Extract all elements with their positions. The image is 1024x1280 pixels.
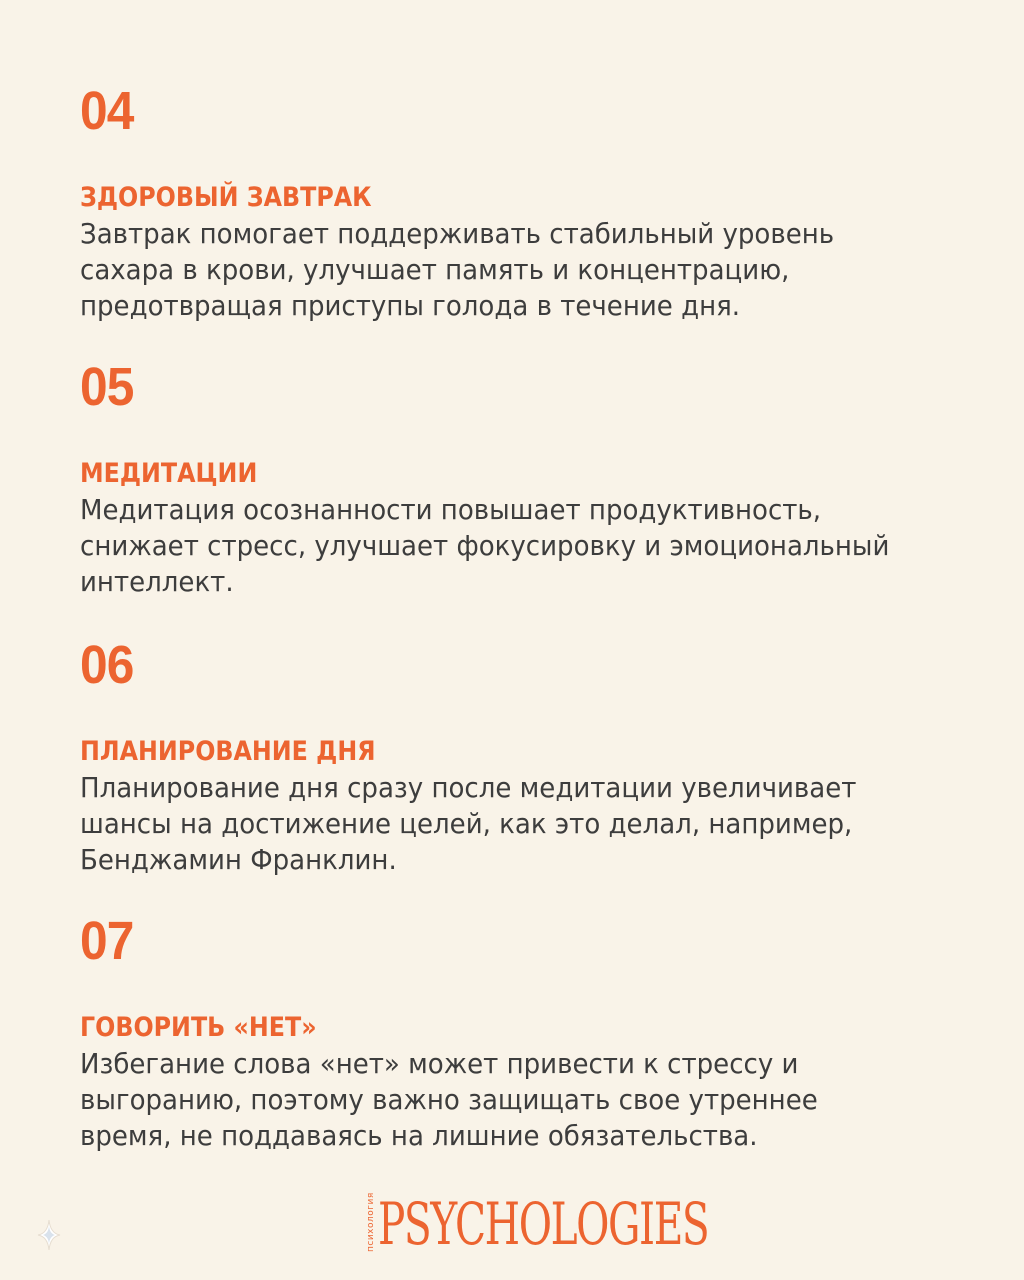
item-text-line: сахара в крови, улучшает память и концентрацию, [80, 253, 790, 286]
item-number: 05 [80, 357, 134, 417]
item-title: ПЛАНИРОВАНИЕ ДНЯ [80, 736, 376, 767]
item-text-line: интеллект. [80, 565, 234, 598]
psychologies-logo [366, 1190, 850, 1258]
logo-subtitle: психология [366, 1192, 376, 1252]
item-text-line: предотвращая приступы голода в течение дня. [80, 289, 741, 322]
item-text [80, 770, 954, 878]
item-number: 04 [80, 81, 134, 141]
item-text-line: Медитация осознанности повышает продуктивность, [80, 493, 822, 526]
item-text-line: Завтрак помогает поддерживать стабильный уровень [80, 217, 835, 250]
item-04 [80, 81, 980, 324]
item-title: МЕДИТАЦИИ [80, 458, 258, 489]
item-title: ГОВОРИТЬ «НЕТ» [80, 1012, 317, 1043]
logo-wordmark: PSYCHOLOGIES [378, 1190, 709, 1258]
item-text-line: Бенджамин Франклин. [80, 843, 397, 876]
item-05 [80, 357, 980, 600]
item-07 [80, 911, 980, 1154]
item-title: ЗДОРОВЫЙ ЗАВТРАК [80, 182, 372, 213]
item-number: 06 [80, 635, 134, 695]
item-text-line: выгоранию, поэтому важно защищать свое утреннее [80, 1083, 818, 1116]
item-text [80, 492, 954, 600]
item-text-line: Избегание слова «нет» может привести к стрессу и [80, 1047, 799, 1080]
item-number: 07 [80, 911, 134, 971]
item-text [80, 216, 954, 324]
sparkle-icon [36, 1218, 62, 1252]
item-text [80, 1046, 954, 1154]
item-text-line: шансы на достижение целей, как это делал, например, [80, 807, 853, 840]
item-text-line: время, не поддаваясь на лишние обязательства. [80, 1119, 758, 1152]
item-text-line: Планирование дня сразу после медитации увеличивает [80, 771, 857, 804]
item-text-line: снижает стресс, улучшает фокусировку и эмоциональный [80, 529, 890, 562]
item-06 [80, 635, 980, 878]
